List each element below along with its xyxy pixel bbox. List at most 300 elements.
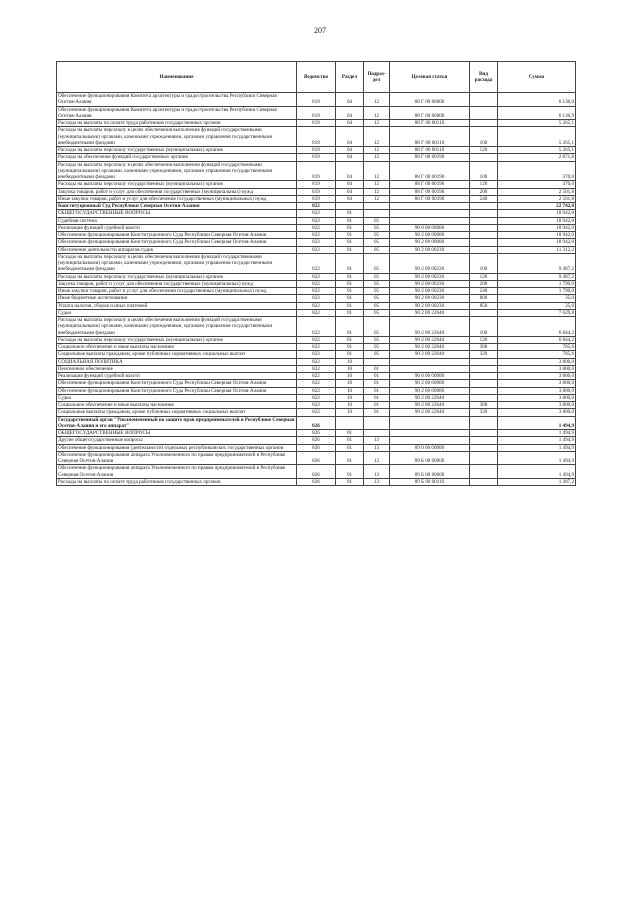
cell-name: Социальные выплаты гражданам, кроме публичных нормативных социальных выплат (57, 351, 297, 358)
cell-expense-type (470, 380, 498, 387)
cell-section: 01 (336, 224, 364, 231)
cell-name: Расходы на выплаты персоналу в целях обеспечения выполнения функций государственными (муниципальными) органами, казенными учреждениями, органами управления государственными внебюджетными фондами (57, 317, 297, 337)
cell-department: 822 (297, 210, 336, 217)
cell-section: 01 (336, 437, 364, 444)
cell-target-article: 89 Б 00 00000 (390, 465, 470, 479)
cell-section: 10 (336, 373, 364, 380)
cell-expense-type (470, 430, 498, 437)
cell-subsection: 01 (364, 409, 390, 416)
cell-department: 822 (297, 302, 336, 309)
table-row (57, 253, 576, 273)
cell-target-article (390, 358, 470, 365)
cell-subsection: 12 (364, 188, 390, 195)
cell-name: Иные закупки товаров, работ и услуг для обеспечения государственных (муниципальных) нужд (57, 195, 297, 202)
cell-target-article: 90 2 00 00000 (390, 232, 470, 239)
cell-expense-type: 200 (470, 280, 498, 287)
cell-amount: 18 942,0 (498, 210, 576, 217)
cell-section: 01 (336, 451, 364, 465)
cell-name: Судьи (57, 394, 297, 401)
cell-department: 826 (297, 478, 336, 485)
cell-target-article: 90 2 00 22640 (390, 317, 470, 337)
cell-section: 10 (336, 358, 364, 365)
cell-expense-type: 120 (470, 273, 498, 280)
cell-subsection: 05 (364, 232, 390, 239)
cell-expense-type (470, 451, 498, 465)
cell-subsection: 01 (364, 365, 390, 372)
cell-amount: 370,0 (498, 181, 576, 188)
cell-subsection: 05 (364, 239, 390, 246)
cell-section: 01 (336, 273, 364, 280)
cell-name: ОБЩЕГОСУДАРСТВЕННЫЕ ВОПРОСЫ (57, 430, 297, 437)
cell-department: 826 (297, 444, 336, 451)
cell-target-article: 90 2 00 22640 (390, 394, 470, 401)
cell-subsection: 12 (364, 154, 390, 161)
cell-expense-type (470, 465, 498, 479)
header-section: Раздел (336, 62, 364, 93)
cell-target-article: 90 2 00 00230 (390, 246, 470, 253)
cell-section: 01 (336, 239, 364, 246)
table-row (57, 127, 576, 147)
cell-target-article: 90 2 00 00230 (390, 280, 470, 287)
cell-subsection: 01 (364, 402, 390, 409)
cell-target-article: 88 Г 00 00000 (390, 93, 470, 107)
cell-amount: 22 742,0 (498, 203, 576, 210)
cell-target-article: 90 2 00 00230 (390, 253, 470, 273)
cell-subsection: 13 (364, 451, 390, 465)
cell-section: 01 (336, 478, 364, 485)
cell-amount: 35,0 (498, 295, 576, 302)
cell-department: 819 (297, 154, 336, 161)
cell-name: Расходы на выплаты персоналу государственных (муниципальных) органов (57, 181, 297, 188)
cell-name: Расходы на выплаты по оплате труда работников государственных органов (57, 478, 297, 485)
table-row (57, 161, 576, 181)
table-row (57, 302, 576, 309)
cell-section: 01 (336, 288, 364, 295)
header-amount: Сумма (498, 62, 576, 93)
table-row (57, 451, 576, 465)
cell-target-article: 88 Г 00 00110 (390, 127, 470, 147)
cell-name: Обеспечение функционирования Конституционного Суда Республики Северная Осетия-Алания (57, 387, 297, 394)
cell-expense-type (470, 365, 498, 372)
cell-section: 01 (336, 444, 364, 451)
cell-name: Обеспечение функционирования Комитета архитектуры и градостроительства Республики Северная Осетия-Алания (57, 106, 297, 120)
cell-department: 822 (297, 288, 336, 295)
cell-subsection: 12 (364, 120, 390, 127)
cell-amount: 785,6 (498, 344, 576, 351)
cell-section: 10 (336, 402, 364, 409)
cell-name: Обеспечение функционирования аппарата Уполномоченного по правам предпринимателей в Республике Северная Осетия-Алания (57, 465, 297, 479)
cell-department: 826 (297, 416, 336, 430)
cell-name: Обеспечение функционирования (деятельности) отдельных республиканских государственных органов (57, 444, 297, 451)
cell-subsection: 01 (364, 387, 390, 394)
cell-section: 04 (336, 195, 364, 202)
cell-expense-type: 100 (470, 253, 498, 273)
cell-amount: 1 494,9 (498, 444, 576, 451)
cell-section: 04 (336, 127, 364, 147)
cell-department: 819 (297, 93, 336, 107)
cell-section: 10 (336, 394, 364, 401)
cell-subsection: 05 (364, 344, 390, 351)
table-row (57, 181, 576, 188)
table-row (57, 416, 576, 430)
cell-section: 04 (336, 120, 364, 127)
header-name: Наименование (57, 62, 297, 93)
cell-department: 826 (297, 437, 336, 444)
cell-section: 01 (336, 295, 364, 302)
table-row (57, 93, 576, 107)
table-row (57, 309, 576, 316)
cell-amount: 6 136,9 (498, 93, 576, 107)
table-row (57, 273, 576, 280)
cell-name: Судьи (57, 309, 297, 316)
cell-amount: 3 800,0 (498, 402, 576, 409)
cell-expense-type: 300 (470, 402, 498, 409)
cell-amount: 6 844,2 (498, 336, 576, 343)
cell-target-article: 90 2 00 00000 (390, 387, 470, 394)
cell-name: Пенсионное обеспечение (57, 365, 297, 372)
cell-target-article: 90 2 00 00230 (390, 295, 470, 302)
cell-amount: 3 800,0 (498, 394, 576, 401)
table-row (57, 239, 576, 246)
table-row (57, 444, 576, 451)
cell-amount: 1 790,0 (498, 288, 576, 295)
cell-department: 822 (297, 273, 336, 280)
cell-subsection: 05 (364, 295, 390, 302)
cell-name: СОЦИАЛЬНАЯ ПОЛИТИКА (57, 358, 297, 365)
cell-target-article: 88 Г 00 00190 (390, 181, 470, 188)
cell-department: 826 (297, 430, 336, 437)
cell-expense-type (470, 239, 498, 246)
cell-target-article: 88 Г 00 00190 (390, 188, 470, 195)
cell-section: 01 (336, 246, 364, 253)
cell-expense-type: 200 (470, 188, 498, 195)
cell-subsection (364, 416, 390, 430)
cell-subsection: 01 (364, 380, 390, 387)
cell-section: 04 (336, 181, 364, 188)
cell-department: 822 (297, 239, 336, 246)
cell-amount: 35,0 (498, 302, 576, 309)
cell-name: Закупка товаров, работ и услуг для обеспечения государственных (муниципальных) нужд (57, 280, 297, 287)
cell-amount: 2 501,8 (498, 195, 576, 202)
cell-expense-type: 100 (470, 317, 498, 337)
table-row (57, 246, 576, 253)
table-row (57, 437, 576, 444)
cell-subsection: 12 (364, 195, 390, 202)
cell-section: 04 (336, 93, 364, 107)
table-row (57, 380, 576, 387)
table-row (57, 232, 576, 239)
cell-section: 01 (336, 351, 364, 358)
cell-name: Расходы на выплаты персоналу государственных (муниципальных) органов (57, 147, 297, 154)
cell-target-article: 90 2 00 00230 (390, 273, 470, 280)
cell-target-article: 90 2 00 22640 (390, 309, 470, 316)
cell-subsection: 05 (364, 309, 390, 316)
cell-department: 819 (297, 188, 336, 195)
cell-target-article: 88 Г 00 00190 (390, 154, 470, 161)
cell-section: 10 (336, 365, 364, 372)
cell-amount: 2 871,8 (498, 154, 576, 161)
cell-amount: 3 800,0 (498, 365, 576, 372)
cell-department: 819 (297, 195, 336, 202)
cell-name: Другие общегосударственные вопросы (57, 437, 297, 444)
cell-amount: 18 942,0 (498, 224, 576, 231)
cell-expense-type (470, 93, 498, 107)
cell-target-article (390, 217, 470, 224)
cell-expense-type (470, 478, 498, 485)
cell-amount: 9 487,2 (498, 273, 576, 280)
cell-target-article: 88 Г 00 00190 (390, 195, 470, 202)
cell-name: Обеспечение функционирования Конституционного Суда Республики Северная Осетия-Алания (57, 380, 297, 387)
cell-name: Расходы на выплаты по оплате труда работников государственных органов (57, 120, 297, 127)
cell-target-article: 90 2 00 22640 (390, 344, 470, 351)
cell-name: Расходы на выплаты персоналу государственных (муниципальных) органов (57, 336, 297, 343)
cell-amount: 1 494,9 (498, 430, 576, 437)
cell-name: Обеспечение функционирования аппарата Уполномоченного по правам предпринимателей в Республике Северная Осетия-Алания (57, 451, 297, 465)
cell-subsection: 13 (364, 444, 390, 451)
cell-section (336, 203, 364, 210)
table-row (57, 106, 576, 120)
cell-subsection: 01 (364, 373, 390, 380)
cell-subsection: 05 (364, 336, 390, 343)
cell-department: 822 (297, 217, 336, 224)
cell-department: 822 (297, 394, 336, 401)
cell-section: 01 (336, 336, 364, 343)
cell-department: 822 (297, 365, 336, 372)
cell-expense-type (470, 416, 498, 430)
cell-department: 826 (297, 451, 336, 465)
cell-target-article: 90 2 00 00000 (390, 239, 470, 246)
table-row (57, 217, 576, 224)
cell-name: Реализация функций судебной власти (57, 224, 297, 231)
cell-target-article: 90 0 00 00000 (390, 373, 470, 380)
cell-amount: 5 265,1 (498, 120, 576, 127)
cell-amount: 9 487,2 (498, 253, 576, 273)
cell-section: 01 (336, 280, 364, 287)
cell-expense-type (470, 394, 498, 401)
cell-section: 01 (336, 232, 364, 239)
cell-target-article: 90 2 00 00000 (390, 380, 470, 387)
cell-target-article: 88 Г 00 00000 (390, 106, 470, 120)
cell-expense-type (470, 309, 498, 316)
cell-name: Судебная система (57, 217, 297, 224)
cell-department: 822 (297, 309, 336, 316)
cell-expense-type: 100 (470, 127, 498, 147)
cell-section: 01 (336, 210, 364, 217)
cell-subsection (364, 203, 390, 210)
cell-expense-type: 320 (470, 351, 498, 358)
cell-department: 819 (297, 106, 336, 120)
cell-subsection: 05 (364, 317, 390, 337)
cell-name: Уплата налогов, сборов и иных платежей (57, 302, 297, 309)
cell-expense-type (470, 217, 498, 224)
cell-target-article: 89 Б 00 00110 (390, 478, 470, 485)
cell-amount: 6 136,9 (498, 106, 576, 120)
cell-target-article: 90 2 00 00230 (390, 302, 470, 309)
cell-amount: 1 494,9 (498, 437, 576, 444)
cell-department: 822 (297, 351, 336, 358)
cell-expense-type (470, 444, 498, 451)
cell-department: 822 (297, 409, 336, 416)
cell-expense-type: 120 (470, 181, 498, 188)
table-row (57, 365, 576, 372)
cell-department: 822 (297, 317, 336, 337)
header-expense-type: Вид расхода (470, 62, 498, 93)
cell-name: Расходы на выплаты персоналу государственных (муниципальных) органов (57, 273, 297, 280)
cell-target-article: 90 2 00 22640 (390, 409, 470, 416)
cell-target-article (390, 365, 470, 372)
cell-subsection (364, 358, 390, 365)
cell-department: 822 (297, 373, 336, 380)
cell-target-article: 88 Г 00 00110 (390, 120, 470, 127)
cell-subsection: 13 (364, 478, 390, 485)
cell-department: 822 (297, 336, 336, 343)
cell-expense-type (470, 224, 498, 231)
cell-amount: 1 494,9 (498, 451, 576, 465)
table-row (57, 210, 576, 217)
cell-name: Закупка товаров, работ и услуг для обеспечения государственных (муниципальных) нужд (57, 188, 297, 195)
cell-section: 01 (336, 430, 364, 437)
cell-department: 822 (297, 358, 336, 365)
table-header-row (57, 62, 576, 93)
cell-amount: 11 312,2 (498, 246, 576, 253)
cell-expense-type: 240 (470, 195, 498, 202)
cell-amount: 6 844,2 (498, 317, 576, 337)
cell-name: Расходы на выплаты персоналу в целях обеспечения выполнения функций государственными (муниципальными) органами, казенными учреждениями, органами управления государственными внебюджетными фондами (57, 127, 297, 147)
page-number: 207 (314, 26, 326, 35)
table-row (57, 478, 576, 485)
cell-subsection: 05 (364, 253, 390, 273)
cell-section: 01 (336, 309, 364, 316)
cell-amount: 1 790,0 (498, 280, 576, 287)
cell-expense-type (470, 246, 498, 253)
cell-department: 819 (297, 161, 336, 181)
cell-target-article (390, 203, 470, 210)
cell-subsection: 13 (364, 465, 390, 479)
cell-amount: 3 800,0 (498, 358, 576, 365)
cell-expense-type: 120 (470, 147, 498, 154)
cell-target-article: 90 2 00 22640 (390, 351, 470, 358)
cell-name: Реализация функций судебной власти (57, 373, 297, 380)
cell-amount: 5 265,1 (498, 127, 576, 147)
cell-amount: 2 501,8 (498, 188, 576, 195)
cell-target-article (390, 210, 470, 217)
cell-amount: 5 265,1 (498, 147, 576, 154)
table-row (57, 154, 576, 161)
cell-name: Конституционный Суд Республики Северная Осетия-Алания (57, 203, 297, 210)
cell-section: 01 (336, 344, 364, 351)
cell-amount: 370,0 (498, 161, 576, 181)
cell-expense-type (470, 373, 498, 380)
cell-section: 10 (336, 409, 364, 416)
cell-department: 826 (297, 465, 336, 479)
cell-name: Обеспечение функционирования Комитета архитектуры и градостроительства Республики Северная Осетия-Алания (57, 93, 297, 107)
cell-name: Обеспечение функционирования Конституционного Суда Республики Северная Осетия-Алания (57, 232, 297, 239)
cell-name: Социальное обеспечение и иные выплаты населению (57, 402, 297, 409)
header-target-article: Целевая статья (390, 62, 470, 93)
cell-target-article: 89 Б 00 00000 (390, 451, 470, 465)
cell-name: Расходы на обеспечение функций государственных органов (57, 154, 297, 161)
cell-name: Иные закупки товаров, работ и услуг для обеспечения государственных (муниципальных) нужд (57, 288, 297, 295)
cell-department: 822 (297, 232, 336, 239)
cell-department: 822 (297, 203, 336, 210)
table-row (57, 402, 576, 409)
cell-expense-type (470, 387, 498, 394)
cell-target-article (390, 437, 470, 444)
cell-section (336, 416, 364, 430)
cell-target-article: 90 2 00 00230 (390, 288, 470, 295)
cell-name: Иные бюджетные ассигнования (57, 295, 297, 302)
cell-expense-type: 320 (470, 409, 498, 416)
cell-section: 10 (336, 380, 364, 387)
cell-subsection (364, 210, 390, 217)
budget-table (56, 61, 576, 486)
cell-department: 822 (297, 246, 336, 253)
cell-expense-type (470, 106, 498, 120)
table-row (57, 317, 576, 337)
table-row (57, 224, 576, 231)
cell-subsection: 12 (364, 93, 390, 107)
cell-section: 01 (336, 253, 364, 273)
table-row (57, 280, 576, 287)
cell-amount: 7 629,8 (498, 309, 576, 316)
cell-amount: 3 800,0 (498, 387, 576, 394)
cell-expense-type (470, 120, 498, 127)
cell-section: 01 (336, 465, 364, 479)
cell-subsection: 12 (364, 147, 390, 154)
cell-section: 01 (336, 217, 364, 224)
cell-subsection: 05 (364, 273, 390, 280)
cell-name: Социальное обеспечение и иные выплаты населению (57, 344, 297, 351)
cell-expense-type: 240 (470, 288, 498, 295)
table-row (57, 295, 576, 302)
cell-subsection: 05 (364, 246, 390, 253)
table-row (57, 120, 576, 127)
cell-section: 01 (336, 302, 364, 309)
table-row (57, 147, 576, 154)
cell-department: 819 (297, 147, 336, 154)
cell-subsection: 01 (364, 394, 390, 401)
cell-subsection: 05 (364, 280, 390, 287)
cell-section: 04 (336, 154, 364, 161)
cell-expense-type (470, 154, 498, 161)
cell-section: 04 (336, 147, 364, 154)
header-department: Ведомство (297, 62, 336, 93)
cell-subsection: 05 (364, 224, 390, 231)
cell-expense-type (470, 210, 498, 217)
cell-amount: 3 800,0 (498, 373, 576, 380)
table-row (57, 195, 576, 202)
cell-section: 04 (336, 161, 364, 181)
cell-target-article: 90 0 00 00000 (390, 224, 470, 231)
cell-name: Расходы на выплаты персоналу в целях обеспечения выполнения функций государственными (муниципальными) органами, казенными учреждениями, органами управления государственными внебюджетными фондами (57, 161, 297, 181)
cell-expense-type (470, 437, 498, 444)
cell-expense-type (470, 203, 498, 210)
cell-name: ОБЩЕГОСУДАРСТВЕННЫЕ ВОПРОСЫ (57, 210, 297, 217)
table-row (57, 188, 576, 195)
cell-target-article (390, 416, 470, 430)
cell-subsection: 12 (364, 181, 390, 188)
cell-subsection (364, 430, 390, 437)
cell-name: Социальные выплаты гражданам, кроме публичных нормативных социальных выплат (57, 409, 297, 416)
table-row (57, 351, 576, 358)
cell-department: 822 (297, 224, 336, 231)
cell-name: Обеспечение функционирования Конституционного Суда Республики Северная Осетия-Алания (57, 239, 297, 246)
cell-subsection: 12 (364, 106, 390, 120)
table-row (57, 465, 576, 479)
table-row (57, 394, 576, 401)
cell-subsection: 13 (364, 437, 390, 444)
cell-expense-type: 300 (470, 344, 498, 351)
